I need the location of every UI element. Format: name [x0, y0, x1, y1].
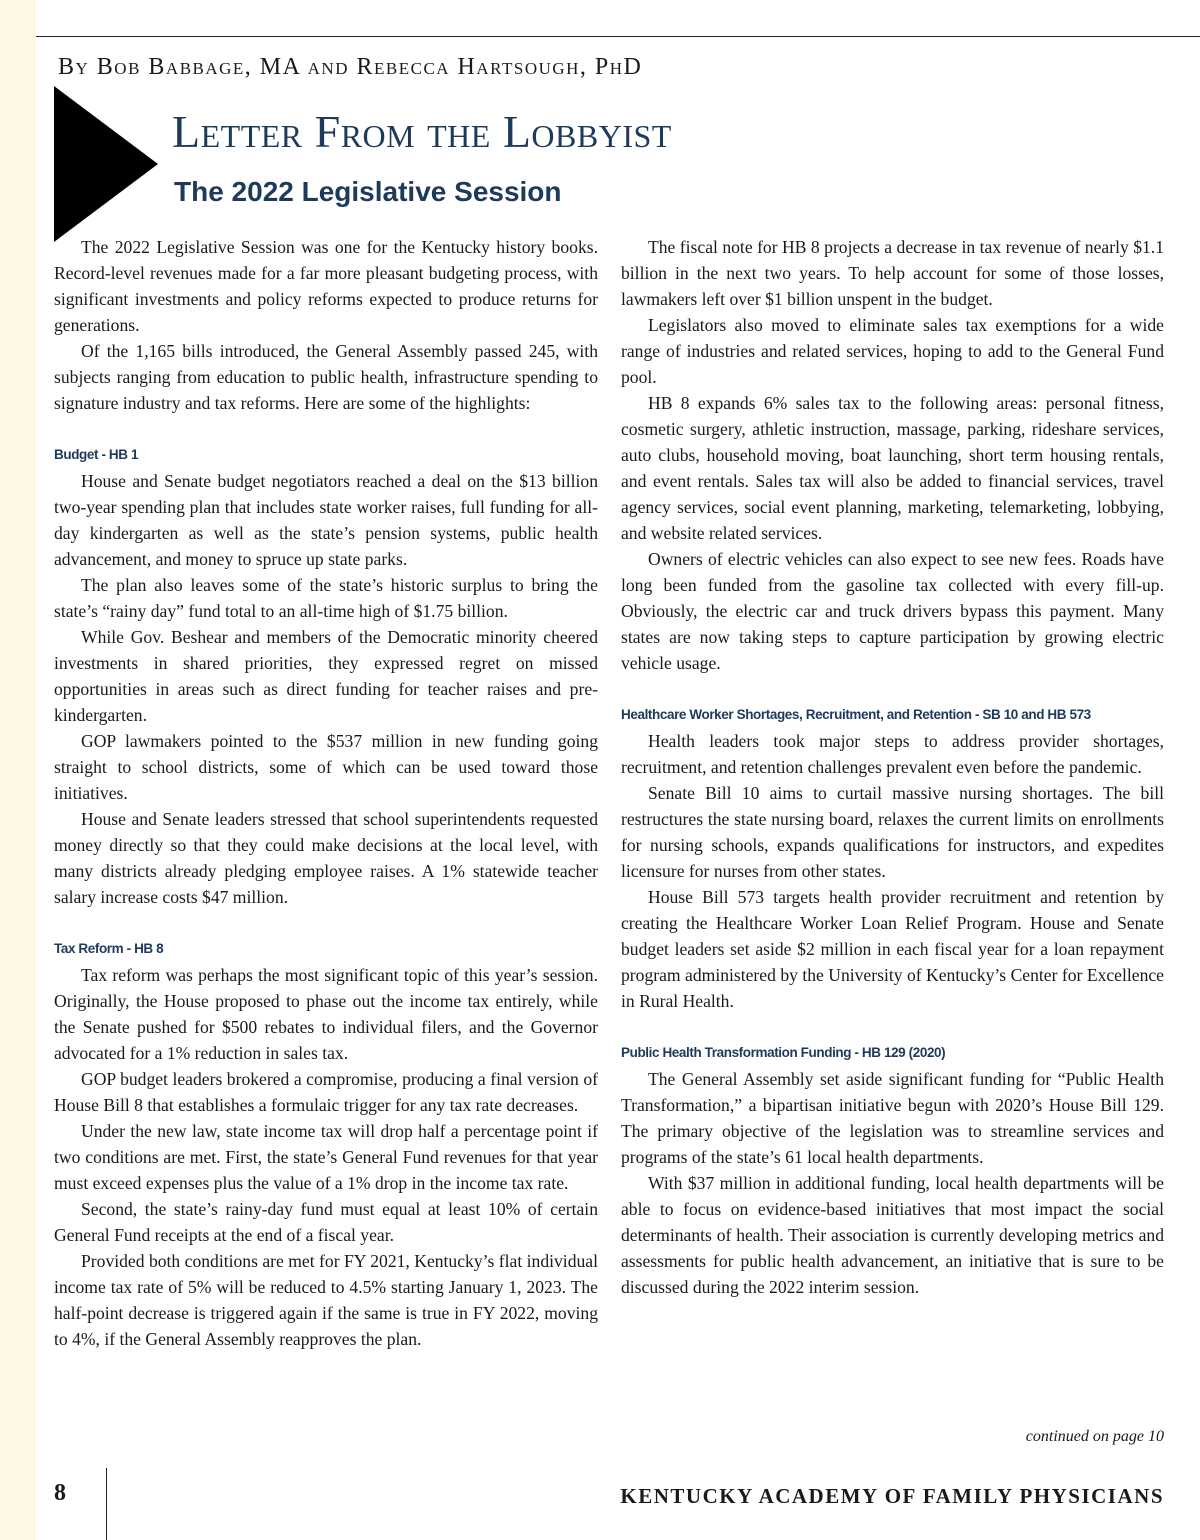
article-title: Letter From the Lobbyist — [172, 106, 672, 157]
top-rule — [36, 36, 1200, 37]
section-heading-healthcare-workers: Healthcare Worker Shortages, Recruitment, and Retention - SB 10 and HB 573 — [621, 707, 1091, 722]
right-column — [621, 234, 1164, 1300]
paragraph: With $37 million in additional funding, local health departments will be able to focus on evidence-based initiatives that most impact the social determinants of health. Their association is currently developing metrics and assessments for public health advancement, an initiative that is sure to be discussed during the 2022 interim session. — [621, 1173, 1164, 1297]
paragraph: Second, the state’s rainy-day fund must equal at least 10% of certain General Fund receipts at the end of a fiscal year. — [54, 1199, 598, 1245]
paragraph: Tax reform was perhaps the most significant topic of this year’s session. Originally, the House proposed to phase out the income tax entirely, while the Senate pushed for $500 rebates to individual filers, and the Governor advocated for a 1% reduction in sales tax. — [54, 965, 598, 1063]
paragraph: House Bill 573 targets health provider recruitment and retention by creating the Healthcare Worker Loan Relief Program. House and Senate budget leaders set aside $2 million in each fiscal year for a loan repayment program administered by the University of Kentucky’s Center for Excellence in Rural Health. — [621, 887, 1164, 1011]
section-heading-public-health: Public Health Transformation Funding - HB 129 (2020) — [621, 1045, 946, 1060]
triangle-arrow-icon — [54, 86, 158, 242]
paragraph: Senate Bill 10 aims to curtail massive nursing shortages. The bill restructures the state nursing board, relaxes the current limits on enrollments for nursing schools, expands qualifications for instructors, and expedites licensure for nurses from other states. — [621, 783, 1164, 881]
paragraph: GOP budget leaders brokered a compromise, producing a final version of House Bill 8 that establishes a formulaic trigger for any tax rate decreases. — [54, 1069, 598, 1115]
paragraph: Health leaders took major steps to address provider shortages, recruitment, and retention challenges prevalent even before the pandemic. — [621, 731, 1164, 777]
paragraph: House and Senate leaders stressed that school superintendents requested money directly so that they could make decisions at the local level, with many districts already pledging employee raises. A 1% statewide teacher salary increase costs $47 million. — [54, 809, 598, 907]
paragraph: House and Senate budget negotiators reached a deal on the $13 billion two-year spending plan that includes state worker raises, full funding for all-day kindergarten as well as the state’s pension systems, public health advancement, and money to spruce up state parks. — [54, 471, 598, 569]
paragraph: The General Assembly set aside significant funding for “Public Health Transformation,” a bipartisan initiative begun with 2020’s House Bill 129. The primary objective of the legislation was to streamline services and programs of the state’s 61 local health departments. — [621, 1069, 1164, 1167]
page-number: 8 — [54, 1480, 66, 1506]
paragraph: HB 8 expands 6% sales tax to the following areas: personal fitness, cosmetic surgery, athletic instruction, massage, parking, rideshare services, auto clubs, household moving, boat launching, short term housing rentals, and event rentals. Sales tax will also be added to financial services, travel agency services, social event planning, marketing, telemarketing, lobbying, and website related services. — [621, 393, 1164, 543]
paragraph: GOP lawmakers pointed to the $537 million in new funding going straight to school districts, some of which can be used toward those initiatives. — [54, 731, 598, 803]
paragraph: Under the new law, state income tax will drop half a percentage point if two conditions are met. First, the state’s General Fund revenues for that year must exceed expenses plus the value of a 1% drop in the income tax rate. — [54, 1121, 598, 1193]
paragraph: The 2022 Legislative Session was one for the Kentucky history books. Record-level revenues made for a far more pleasant budgeting process, with significant investments and policy reforms expected to produce returns for generations. — [54, 237, 598, 335]
paragraph: While Gov. Beshear and members of the Democratic minority cheered investments in shared priorities, they expressed regret on missed opportunities in areas such as direct funding for teacher raises and pre-kindergarten. — [54, 627, 598, 725]
paragraph: Of the 1,165 bills introduced, the General Assembly passed 245, with subjects ranging from education to public health, infrastructure spending to signature industry and tax reforms. Here are some of the highlights: — [54, 341, 598, 413]
paragraph: Provided both conditions are met for FY 2021, Kentucky’s flat individual income tax rate of 5% will be reduced to 4.5% starting January 1, 2023. The half-point decrease is triggered again if the same is true in FY 2022, moving to 4%, if the General Assembly reapproves the plan. — [54, 1251, 598, 1349]
left-margin-strip — [0, 0, 36, 1540]
footer-organization: KENTUCKY ACADEMY OF FAMILY PHYSICIANS — [620, 1484, 1164, 1508]
continued-note: continued on page 10 — [1025, 1428, 1164, 1445]
paragraph: Owners of electric vehicles can also expect to see new fees. Roads have long been funded from the gasoline tax collected with every fill-up. Obviously, the electric car and truck drivers bypass this payment. Many states are now taking steps to capture participation by growing electric vehicle usage. — [621, 549, 1164, 673]
paragraph: The fiscal note for HB 8 projects a decrease in tax revenue of nearly $1.1 billion in the next two years. To help account for some of those losses, lawmakers left over $1 billion unspent in the budget. — [621, 237, 1164, 309]
footer-divider — [106, 1468, 107, 1540]
byline: By Bob Babbage, MA and Rebecca Hartsough, PhD — [58, 54, 643, 80]
left-column — [54, 234, 598, 1352]
section-heading-budget: Budget - HB 1 — [54, 447, 139, 462]
article-subtitle: The 2022 Legislative Session — [174, 176, 562, 207]
paragraph: The plan also leaves some of the state’s historic surplus to bring the state’s “rainy day” fund total to an all-time high of $1.75 billion. — [54, 575, 598, 621]
paragraph: Legislators also moved to eliminate sales tax exemptions for a wide range of industries and related services, hoping to add to the General Fund pool. — [621, 315, 1164, 387]
section-heading-tax-reform: Tax Reform - HB 8 — [54, 941, 164, 956]
